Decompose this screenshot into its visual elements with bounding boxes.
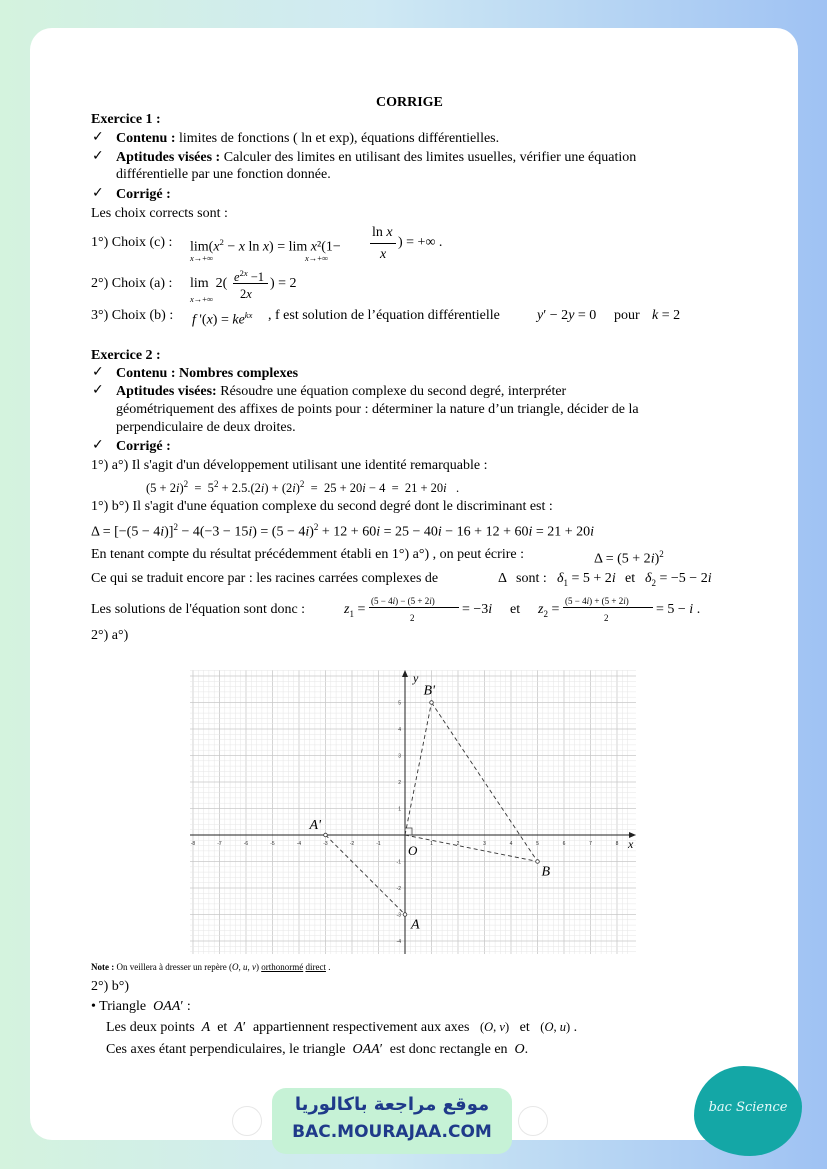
check-icon: ✓ — [92, 437, 104, 453]
x-tick-label: 1 — [430, 841, 433, 847]
fraction-numerator: (5 − 4i) + (5 + 2i) — [565, 596, 629, 606]
footer-site-link[interactable]: BAC.MOURAJAA.COM — [292, 1122, 492, 1142]
x-tick-label: -4 — [296, 841, 302, 847]
x-tick-label: -6 — [243, 841, 249, 847]
ex1-contenu: Contenu : limites de fonctions ( ln et exp), équations différentielles. — [116, 131, 500, 146]
ex2-discriminant: $\Delta = [-(5 - 4i)]^2 - 4(-3 - 15i) = (5 - 4i)^2 + 12 + 60i = 25 - 40i - 16 + 12 + 60i = 21 + 20i$ — [91, 522, 595, 540]
x-tick-label: 6 — [562, 841, 566, 847]
fraction-numerator: ln x — [372, 225, 393, 240]
ex2-solutions: Les solutions de l'équation sont donc : — [91, 602, 306, 617]
x-tick-label: -2 — [349, 841, 355, 847]
limit-subscript: x→+∞ — [190, 294, 214, 304]
fraction-bar — [563, 607, 653, 608]
ex1-q1-result: ) = +∞ . — [398, 235, 443, 250]
point-label-B': B' — [423, 683, 436, 699]
footer-arabic-title: موقع مراجعة باكالوريا — [294, 1094, 490, 1115]
ex1-q1-formula: $\lim(x^2 - x$ ln x) = lim x²(1− — [190, 237, 341, 255]
x-tick-label: -1 — [376, 841, 381, 847]
fraction-denominator: 2x — [240, 287, 252, 301]
ex1-q1-label: 1°) Choix (c) : — [91, 235, 173, 250]
ex2-aptitudes: Aptitudes visées: Résoudre une équation complexe du second degré, interpréter — [116, 384, 567, 399]
fraction-bar — [233, 283, 268, 284]
point-B — [536, 860, 540, 864]
ex2-corrige: Corrigé : — [116, 439, 171, 454]
ex1-q3-pour: pour — [614, 308, 640, 323]
ex2-et-2: et — [510, 602, 521, 617]
ex2-triangle: • Triangle OAA′ : — [91, 999, 191, 1014]
ex2-q2a: 2°) a°) — [91, 628, 129, 643]
ex2-delta2: $\delta_2 = -5 - 2i$ — [645, 571, 712, 588]
check-icon: ✓ — [92, 148, 104, 164]
ex2-delta-square: $\Delta = (5 + 2i)^2$ — [594, 549, 664, 567]
ex2-aptitudes-line2: géométriquement des affixes de points pour : déterminer la nature d’un triangle, décider de la — [116, 402, 639, 417]
check-icon: ✓ — [92, 129, 104, 145]
delta-symbol: Δ — [498, 571, 508, 586]
fraction-numerator: (5 − 4i) − (5 + 2i) — [371, 596, 435, 606]
ex1-q2-label: 2°) Choix (a) : — [91, 276, 173, 291]
y-tick-label: 3 — [398, 753, 401, 760]
x-tick-label: -7 — [217, 841, 222, 847]
footer-banner[interactable] — [272, 1088, 512, 1154]
segment-O-B — [405, 835, 538, 862]
ex2-q2b: 2°) b°) — [91, 979, 130, 994]
ex2-et: et — [625, 571, 636, 586]
fraction-bar — [369, 607, 459, 608]
site-logo-icon — [518, 1106, 548, 1136]
y-tick-label: 1 — [398, 806, 401, 813]
ex1-aptitudes-line2: différentielle par une fonction donnée. — [116, 167, 331, 182]
coordinate-graph — [186, 668, 638, 958]
ex1-q3-formula: f '$(x) = ke^{kx}$ — [192, 310, 253, 328]
ex1-corrige: Corrigé : — [116, 187, 171, 202]
ex2-points-line: Les deux points A et A′ appartiennent respectivement aux axes (O, v) et (O, u) . — [106, 1020, 578, 1035]
check-icon: ✓ — [92, 382, 104, 398]
limit-subscript: x→+∞ — [305, 253, 329, 263]
ex2-contenu: Contenu : Nombres complexes — [116, 366, 299, 381]
fraction-numerator: $e^{2x} -1$ — [234, 268, 265, 285]
point-label-A': A' — [309, 818, 322, 833]
check-icon: ✓ — [92, 185, 104, 201]
y-axis-arrow — [402, 670, 408, 677]
ex2-axes-line: Ces axes étant perpendiculaires, le triangle OAA′ est donc rectangle en O. — [106, 1042, 529, 1057]
x-tick-label: -8 — [190, 841, 196, 847]
point-B' — [430, 701, 434, 705]
bac-science-logo: bac Science — [694, 1066, 802, 1156]
x-tick-label: 3 — [483, 841, 486, 847]
ex2-aptitudes-line3: perpendiculaire de deux droites. — [116, 420, 296, 435]
ex2-q1a: 1°) a°) Il s'agit d'un développement utilisant une identité remarquable : — [91, 458, 488, 473]
z2-value: = 5 − i . — [656, 602, 701, 617]
point-label-A: A — [411, 917, 420, 933]
ex2-sont: sont : — [516, 571, 547, 586]
ex1-heading: Exercice 1 : — [91, 112, 161, 127]
ex1-q2-formula: lim 2( — [190, 276, 228, 291]
y-tick-label: 2 — [398, 780, 401, 786]
x-tick-label: 5 — [536, 841, 539, 847]
x-tick-label: 4 — [509, 841, 513, 847]
z2-label: $z_2$ = — [538, 602, 560, 619]
ex1-q2-result: ) = 2 — [270, 276, 297, 291]
origin-label: O — [408, 843, 418, 858]
y-tick-label: -1 — [396, 859, 401, 866]
x-tick-label: 7 — [589, 841, 592, 847]
segment-A'-A — [326, 835, 406, 915]
point-label-B: B — [541, 864, 551, 880]
fraction-denominator: x — [380, 247, 387, 262]
z1-label: $z_1$ = — [344, 602, 366, 619]
ex2-q1b: 1°) b°) Il s'agit d'une équation complexe du second degré dont le discriminant est : — [91, 499, 553, 514]
ex2-q1a-formula: $(5 + 2i)^2 = 5^2 + 2.5.(2i) + (2i)^2 = 25 + 20i - 4 = 21 + 20i$ . — [146, 479, 460, 496]
y-axis-label: y — [413, 671, 419, 685]
x-tick-label: -3 — [323, 841, 328, 847]
site-logo-icon — [232, 1106, 262, 1136]
z1-value: = −3i — [462, 602, 493, 617]
note: Note : On veillera à dresser un repère (O, u, v) orthonormé direct . — [91, 962, 331, 972]
ex2-heading: Exercice 2 : — [91, 348, 161, 363]
ex2-tenant: En tenant compte du résultat précédemment établi en 1°) a°) , on peut écrire : — [91, 547, 524, 562]
y-tick-label: 4 — [398, 727, 401, 733]
ex1-aptitudes: Aptitudes visées : Calculer des limites en utilisant des limites usuelles, vérifier une équation — [116, 150, 637, 165]
y-tick-label: -3 — [396, 912, 401, 919]
limit-subscript: x→+∞ — [190, 253, 214, 263]
ex2-traduit: Ce qui se traduit encore par : les racines carrées complexes de — [91, 571, 439, 586]
y-tick-label: -2 — [396, 886, 401, 892]
fraction-denominator: 2 — [604, 613, 609, 623]
y-tick-label: 5 — [398, 700, 401, 707]
point-A' — [324, 833, 328, 837]
x-tick-label: 8 — [615, 841, 619, 847]
point-A — [403, 913, 407, 917]
ex1-q3-k: k = 2 — [652, 308, 681, 323]
check-icon: ✓ — [92, 364, 104, 380]
segment-O-B' — [405, 703, 432, 836]
ex2-delta1: $\delta_1 = 5 + 2i$ — [557, 571, 616, 588]
x-tick-label: -5 — [270, 841, 275, 847]
ex1-q3-label: 3°) Choix (b) : — [91, 308, 174, 323]
fraction-denominator: 2 — [410, 613, 415, 623]
x-tick-label: 2 — [456, 841, 460, 847]
x-axis-label: x — [628, 837, 634, 851]
ex1-intro: Les choix corrects sont : — [91, 206, 228, 221]
page-title: CORRIGE — [376, 95, 443, 110]
ex1-q3-text: , f est solution de l’équation différentielle — [268, 308, 500, 323]
fraction-bar — [370, 243, 396, 244]
y-tick-label: -4 — [396, 939, 401, 945]
ex1-q3-equation: y′ − 2y = 0 — [537, 308, 597, 323]
